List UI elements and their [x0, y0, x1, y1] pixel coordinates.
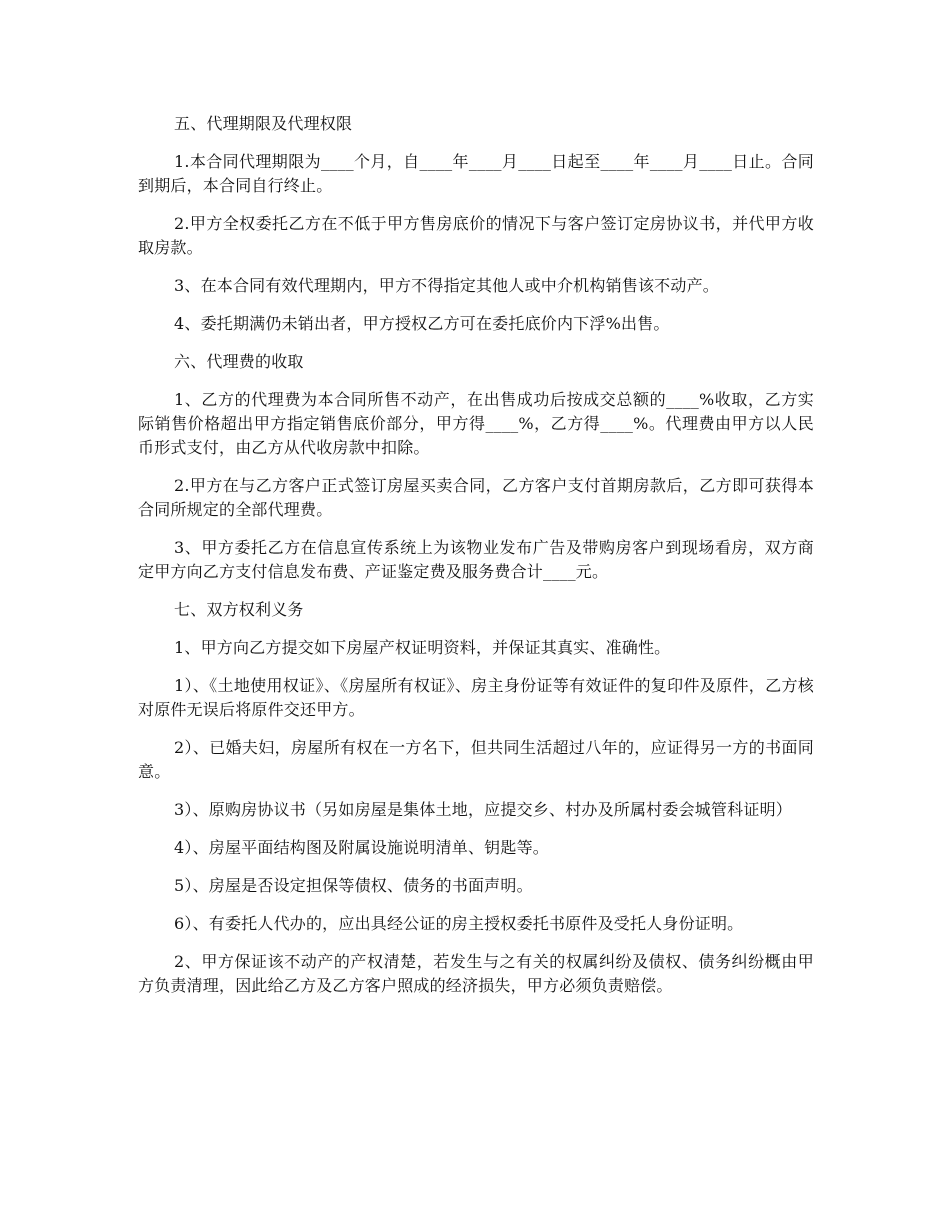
- paragraph-7-1: 1、甲方向乙方提交如下房屋产权证明资料，并保证其真实、准确性。: [174, 638, 671, 657]
- paragraph-7-2: 2、甲方保证该不动产的产权清楚，若发生与之有关的权属纠纷及债权、债务纠纷概由甲方负责清理，因此给乙方及乙方客户照成的经济损失，甲方必须负责赔偿。: [138, 952, 814, 995]
- paragraph-6-1: 1、乙方的代理费为本合同所售不动产，在出售成功后按成交总额的____%收取，乙方实际销售价格超出甲方指定销售底价部分，甲方得____%，乙方得____%。代理费由甲方以人民币形式支付，由乙方从代收房款中扣除。: [138, 390, 814, 457]
- paragraph-7-1-3: 3）、原购房协议书（另如房屋是集体土地，应提交乡、村办及所属村委会城管科证明）: [174, 800, 792, 819]
- paragraph-7-1-1: 1）、《土地使用权证》、《房屋所有权证》、房主身份证等有效证件的复印件及原件，乙方核对原件无误后将原件交还甲方。: [138, 676, 814, 719]
- section-heading-6: 六、代理费的收取: [174, 352, 304, 371]
- paragraph-7-1-2: 2）、已婚夫妇，房屋所有权在一方名下，但共同生活超过八年的，应证得另一方的书面同意。: [138, 738, 814, 781]
- section-heading-5: 五、代理期限及代理权限: [174, 114, 353, 133]
- paragraph-5-2: 2.甲方全权委托乙方在不低于甲方售房底价的情况下与客户签订定房协议书，并代甲方收取房款。: [138, 214, 814, 257]
- paragraph-7-1-6: 6）、有委托人代办的，应出具经公证的房主授权委托书原件及受托人身份证明。: [174, 914, 744, 933]
- paragraph-6-2: 2.甲方在与乙方客户正式签订房屋买卖合同，乙方客户支付首期房款后，乙方即可获得本合同所规定的全部代理费。: [138, 476, 814, 519]
- paragraph-5-1: 1.本合同代理期限为____个月，自____年____月____日起至____年____月____日止。合同到期后，本合同自行终止。: [138, 152, 814, 195]
- section-heading-7: 七、双方权利义务: [174, 600, 304, 619]
- paragraph-6-3: 3、甲方委托乙方在信息宣传系统上为该物业发布广告及带购房客户到现场看房，双方商定甲方向乙方支付信息发布费、产证鉴定费及服务费合计____元。: [138, 538, 814, 581]
- paragraph-7-1-4: 4）、房屋平面结构图及附属设施说明清单、钥匙等。: [174, 838, 549, 857]
- paragraph-7-1-5: 5）、房屋是否设定担保等债权、债务的书面声明。: [174, 876, 533, 895]
- document-page: [138, 112, 814, 998]
- paragraph-5-4: 4、委托期满仍未销出者，甲方授权乙方可在委托底价内下浮%出售。: [174, 314, 670, 333]
- paragraph-5-3: 3、在本合同有效代理期内，甲方不得指定其他人或中介机构销售该不动产。: [174, 276, 719, 295]
